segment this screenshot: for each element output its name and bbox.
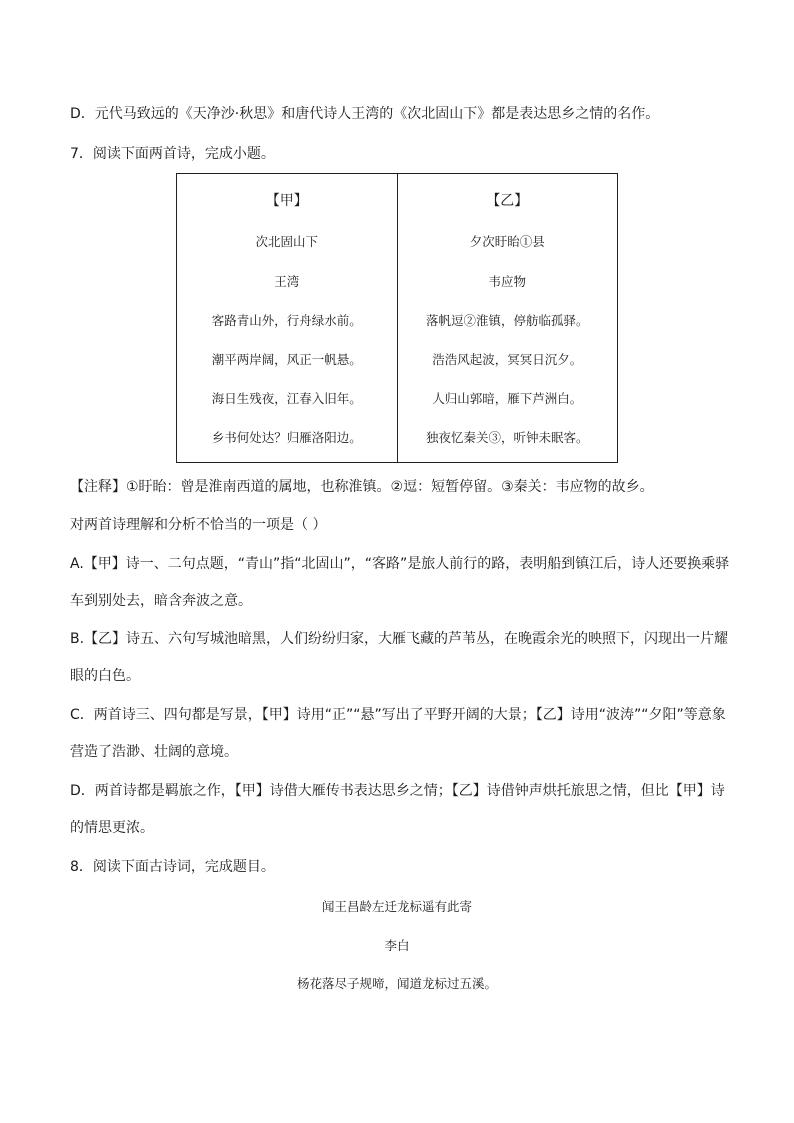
poem-b-label: 【乙】: [486, 193, 529, 209]
q8-poem-line: 杨花落尽子规啼，闻道龙标过五溪。: [296, 976, 497, 991]
poem-a-column: [177, 174, 397, 462]
poem-a-label: 【甲】: [265, 193, 308, 209]
poem-b-line: 落帆逗②淮镇，停舫临孤驿。: [425, 313, 589, 328]
q7-option-b: B.【乙】诗五、六句写城池暗黑，人们纷纷归家，大雁飞藏的芦苇丛，在晚霞余光的映照下，闪现出一片耀眼的白色。: [70, 631, 729, 684]
poem-b-line: 浩浩风起波，冥冥日沉夕。: [432, 352, 583, 367]
annotation-notes: 【注释】①盱眙：曾是淮南西道的属地，也称淮镇。②逗：短暂停留。③秦关：韦应物的故乡。: [70, 479, 654, 495]
q7-option-c: C．两首诗三、四句都是写景，【甲】诗用“正”“悬”写出了平野开阔的大景；【乙】诗用“波涛”“夕阳”等意象营造了浩渺、壮阔的意境。: [70, 707, 726, 760]
poem-a-line: 海日生残夜，江春入旧年。: [211, 391, 362, 406]
poem-b-author: 韦应物: [488, 274, 526, 289]
poem-b-title: 夕次盱眙①县: [469, 234, 545, 249]
q8-poem-title: 闻王昌龄左迁龙标遥有此寄: [321, 899, 472, 914]
q8-prompt: 8．阅读下面古诗词，完成题目。: [70, 859, 275, 875]
poem-b-line: 人归山郭暗，雁下芦洲白。: [432, 391, 583, 406]
q6-option-d: D．元代马致远的《天净沙·秋思》和唐代诗人王湾的《次北固山下》都是表达思乡之情的名作。: [70, 106, 660, 122]
q7-prompt: 7．阅读下面两首诗，完成小题。: [70, 146, 275, 162]
poem-a-line: 潮平两岸阔，风正一帆悬。: [211, 352, 362, 367]
poem-comparison-table: [176, 173, 618, 463]
q7-option-a: A.【甲】诗一、二句点题，“青山”指“北固山”，“客路”是旅人前行的路，表明船到镇江后，诗人还要换乘驿车到别处去，暗含奔波之意。: [70, 556, 730, 609]
q7-option-d: D．两首诗都是羁旅之作，【甲】诗借大雁传书表达思乡之情；【乙】诗借钟声烘托旅思之情，但比【甲】诗的情思更浓。: [70, 783, 725, 836]
q8-poem-author: 李白: [384, 938, 410, 953]
poem-a-author: 王湾: [274, 274, 300, 289]
poem-a-title: 次北固山下: [255, 234, 318, 249]
poem-b-column: [397, 174, 618, 462]
q7-question: 对两首诗理解和分析不恰当的一项是（ ）: [70, 517, 327, 533]
poem-b-line: 独夜忆秦关③，听钟未眠客。: [425, 430, 589, 445]
poem-a-line: 客路青山外，行舟绿水前。: [211, 313, 362, 328]
poem-a-line: 乡书何处达？归雁洛阳边。: [211, 430, 362, 445]
